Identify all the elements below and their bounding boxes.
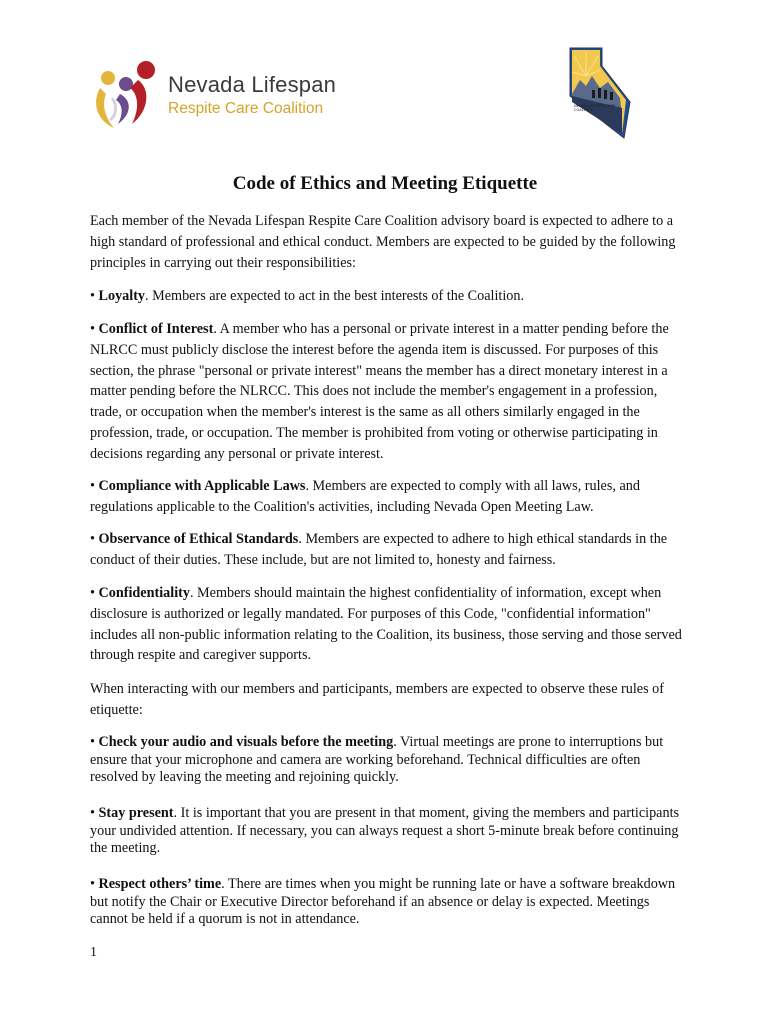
logo-org-name: Nevada Lifespan xyxy=(168,72,337,97)
principle-term: Loyalty xyxy=(98,288,146,304)
principle-loyalty xyxy=(90,286,690,307)
etiquette-stay-present xyxy=(90,805,690,858)
etiquette-respect-time xyxy=(90,876,690,929)
bullet: • xyxy=(90,321,99,337)
principle-compliance xyxy=(90,476,690,518)
etiquette-text: . Virtual meetings are prone to interruptions but ensure that your microphone and camera are working beforehand. Technical difficulties are often resolved by leaving the meeting and rejoining quickly. xyxy=(90,734,664,786)
nevada-state-logo xyxy=(562,46,634,140)
logo-org-subtitle: Respite Care Coalition xyxy=(168,100,324,117)
etiquette-term: Respect others’ time xyxy=(98,876,222,892)
principle-confidentiality xyxy=(90,583,690,666)
principle-term: Compliance with Applicable Laws xyxy=(98,478,306,494)
principle-text: . Members are expected to comply with all laws, rules, and regulations applicable to the Coalition's activities, including Nevada Open Meeting Law. xyxy=(90,478,640,515)
etiquette-text: . It is important that you are present in that moment, giving the members and participants your undivided attention. If necessary, you can always request a short 5-minute break before continuing the meeting. xyxy=(90,805,680,857)
principle-text: . Members should maintain the highest confidentiality of information, except when disclosure is authorized or legally mandated. For purposes of this Code, "confidential information" includes all non-public information relating to the Coalition, its business, those serving and those served through respite and caregiver supports. xyxy=(90,585,682,664)
bullet: • xyxy=(90,288,99,304)
page-number: 1 xyxy=(90,945,97,960)
bullet: • xyxy=(90,585,99,601)
bullet: • xyxy=(90,531,99,547)
principle-term: Conflict of Interest xyxy=(98,321,214,337)
etiquette-term: Stay present xyxy=(98,805,174,821)
principle-term: Confidentiality xyxy=(98,585,190,601)
principle-term: Observance of Ethical Standards xyxy=(98,531,299,547)
nevada-logo-caption: NEVADA RESPITE CARE COALITION xyxy=(574,104,616,113)
coalition-logo xyxy=(88,58,348,134)
page-title: Code of Ethics and Meeting Etiquette xyxy=(232,173,538,194)
etiquette-intro-paragraph: When interacting with our members and participants, members are expected to observe these rules of etiquette: xyxy=(90,681,664,718)
principle-conflict-of-interest xyxy=(90,319,690,465)
nevada-shape-icon xyxy=(562,46,634,140)
principle-text: . A member who has a personal or private interest in a matter pending before the NLRCC must publicly disclose the interest before the agenda item is discussed. For purposes of this section, the phrase "personal or private interest" means the member has a direct monetary interest in a matter pending before the NLRCC. This does not include the member's engagement in a profession, trade, or occupation when the member's interest is the same as all others similarly engaged in the profession, trade, or occupation. The member is prohibited from voting or otherwise participating in decisions regarding any personal or private interest. xyxy=(90,321,669,462)
intro-paragraph: Each member of the Nevada Lifespan Respite Care Coalition advisory board is expected to adhere to a high standard of professional and ethical conduct. Members are expected to be guided by the following principles in carrying out their responsibilities: xyxy=(90,213,676,271)
principle-text: . Members are expected to act in the best interests of the Coalition. xyxy=(145,288,525,304)
etiquette-check-audio xyxy=(90,734,690,787)
bullet: • xyxy=(90,876,99,892)
etiquette-text: . There are times when you might be running late or have a software breakdown but notify the Chair or Executive Director beforehand if an absence or delay is expected. Meetings cannot be held if a quorum is not in attendance. xyxy=(90,876,676,928)
bullet: • xyxy=(90,734,99,750)
principle-text: . Members are expected to adhere to high ethical standards in the conduct of their duties. These include, but are not limited to, honesty and fairness. xyxy=(90,531,668,568)
bullet: • xyxy=(90,805,99,821)
bullet: • xyxy=(90,478,99,494)
etiquette-term: Check your audio and visuals before the meeting xyxy=(98,734,394,750)
people-figures-icon xyxy=(88,58,166,134)
principle-ethical-standards xyxy=(90,529,690,571)
